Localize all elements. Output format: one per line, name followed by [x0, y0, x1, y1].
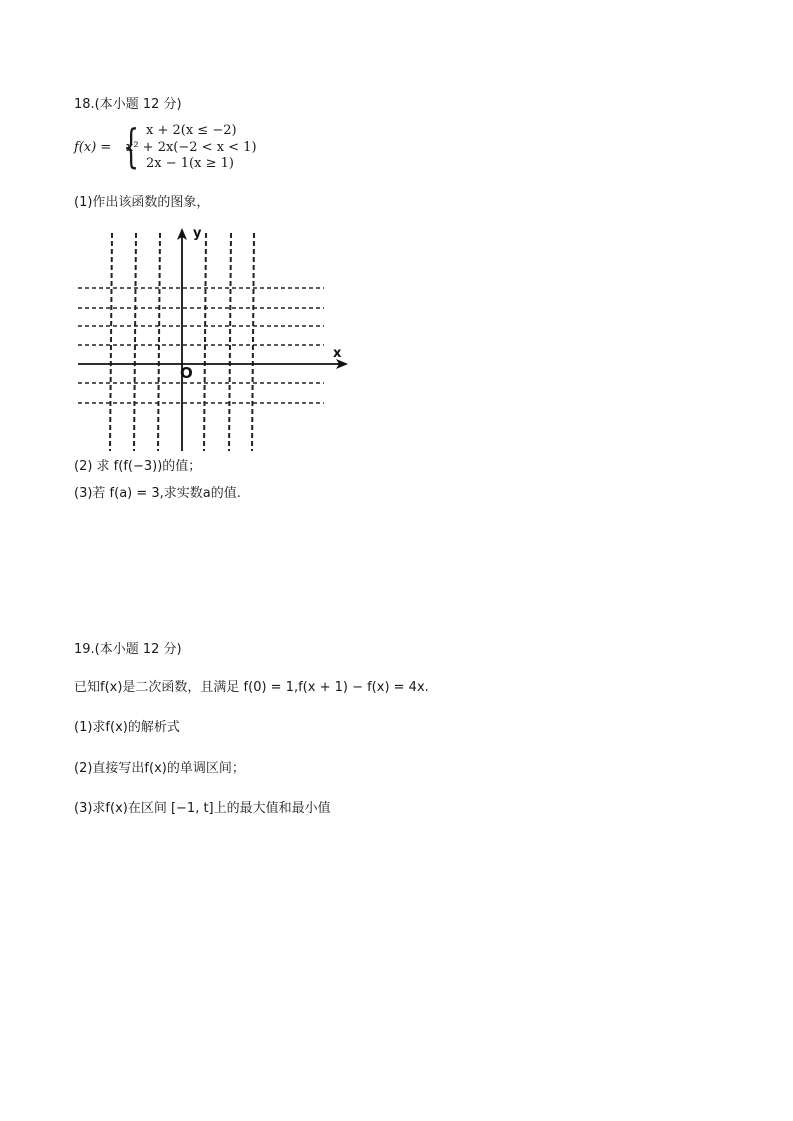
q18-piecewise-function [74, 119, 274, 175]
q18-part2: (2) 求 f(f(−3))的值； [74, 459, 202, 474]
left-brace: { [123, 119, 140, 173]
x-axis-label: x [333, 346, 342, 361]
q19-part2: (2)直接写出f(x)的单调区间； [74, 761, 245, 776]
function-lhs: f(x) = [74, 140, 112, 155]
grid-v-line [229, 233, 231, 451]
q19-given: 已知f(x)是二次函数，且满足 f(0) = 1,f(x + 1) − f(x) = 4x. [74, 680, 429, 695]
grid-v-line [134, 233, 136, 451]
q19-part1: (1)求f(x)的解析式 [74, 720, 180, 735]
grid-v-line [158, 233, 160, 451]
grid-v-line [204, 233, 206, 451]
case-3: 2x − 1(x ≥ 1) [146, 156, 234, 171]
q18-part1: (1)作出该函数的图象， [74, 195, 210, 210]
grid-svg [74, 223, 354, 455]
case-2: x² + 2x(−2 < x < 1) [126, 140, 257, 155]
q18-header: 18.(本小题 12 分) [74, 97, 182, 112]
q19-header: 19.(本小题 12 分) [74, 642, 182, 657]
grid-v-line [110, 233, 112, 451]
coordinate-grid-graph [74, 223, 354, 455]
origin-label: O [180, 364, 193, 382]
q18-part3: (3)若 f(a) = 3,求实数a的值. [74, 486, 241, 501]
case-1: x + 2(x ≤ −2) [146, 123, 237, 138]
grid-v-line [252, 233, 254, 451]
y-axis-label: y [193, 226, 202, 241]
horizontal-grid-lines [78, 288, 324, 403]
q19-part3: (3)求f(x)在区间 [−1, t]上的最大值和最小值 [74, 801, 331, 816]
